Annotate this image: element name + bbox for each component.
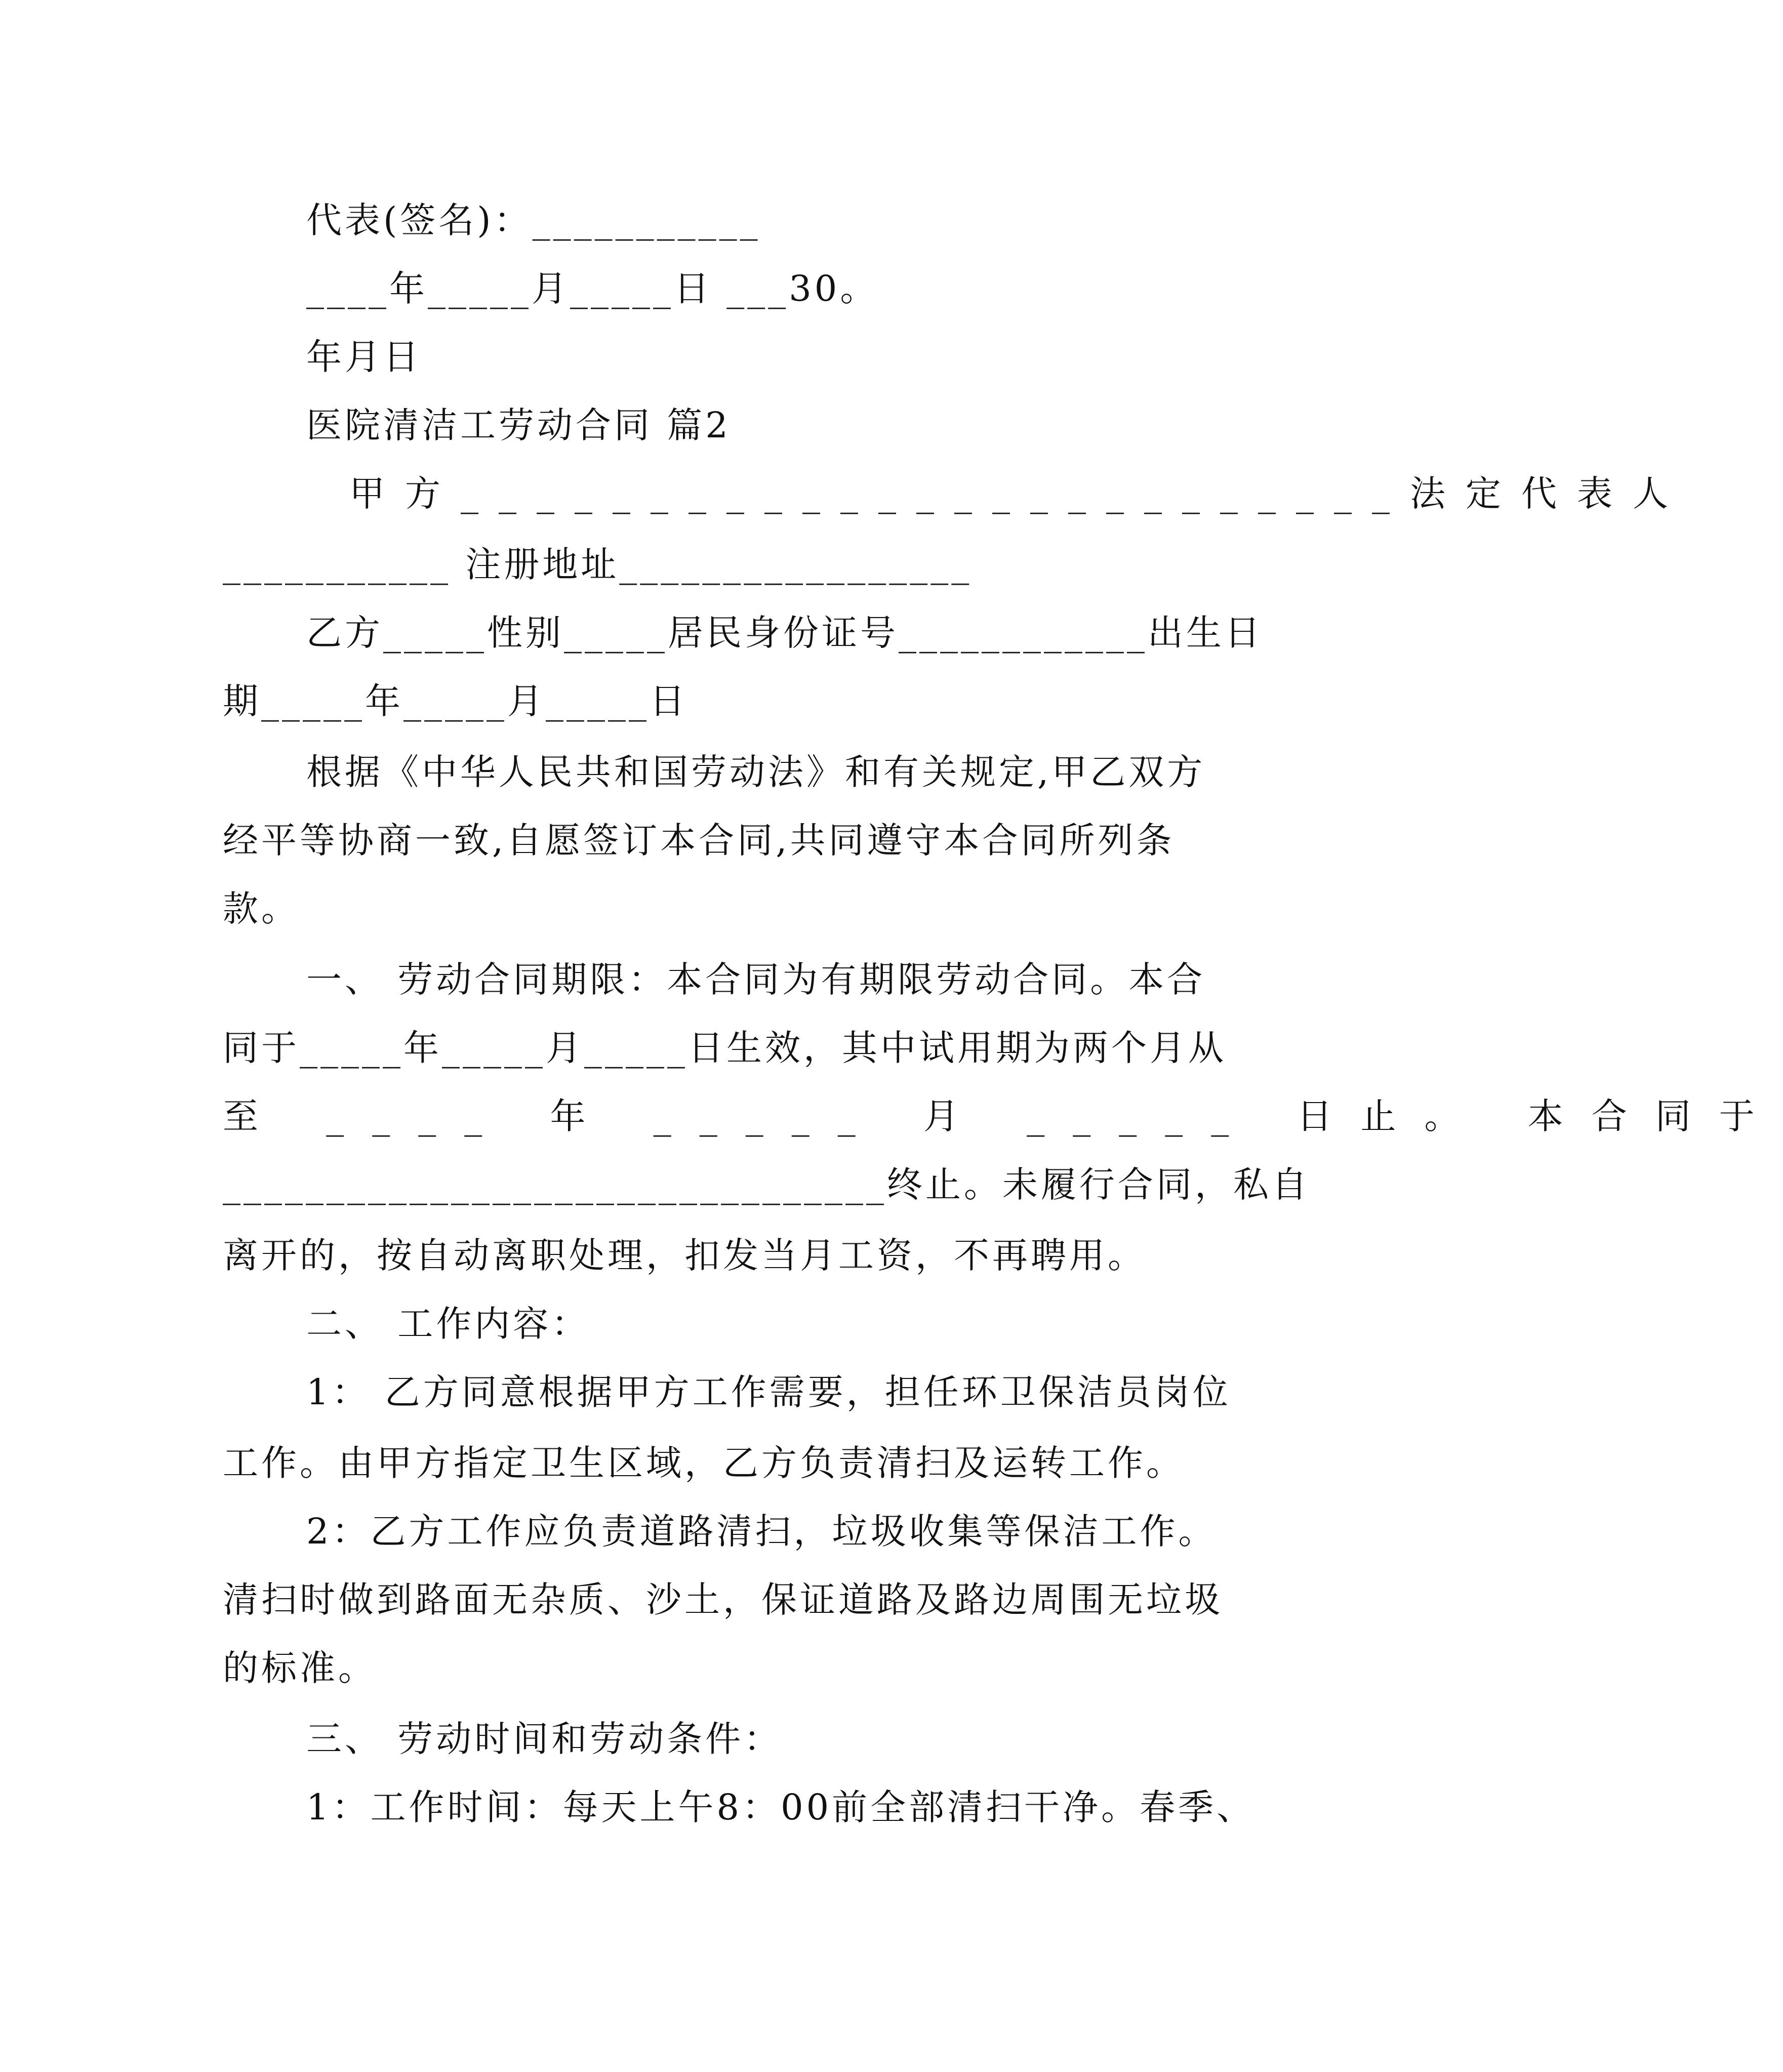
- paragraph-line: 1： 乙方同意根据甲方工作需要，担任环卫保洁员岗位: [306, 1371, 1231, 1413]
- party-b-line: 乙方_____性别_____居民身份证号____________出生日: [306, 612, 1263, 654]
- paragraph-line: 款。: [223, 888, 300, 929]
- paragraph-line: 根据《中华人民共和国劳动法》和有关规定,甲乙双方: [306, 751, 1206, 793]
- address-line: ___________ 注册地址_________________: [223, 544, 972, 585]
- birth-date-line: 期_____年_____月_____日: [223, 680, 688, 722]
- section-title: 医院清洁工劳动合同 篇2: [306, 404, 731, 446]
- paragraph-line: 工作。由甲方指定卫生区域，乙方负责清扫及运转工作。: [223, 1442, 1185, 1484]
- clause-heading: 三、 劳动时间和劳动条件：: [306, 1718, 783, 1760]
- paragraph-line: 离开的，按自动离职处理，扣发当月工资，不再聘用。: [223, 1235, 1146, 1276]
- party-a-line: 甲方_________________________法定代表人: [349, 473, 1688, 514]
- paragraph-line: 至 ____ 年 _____ 月 _____ 日止。 本合同于: [223, 1095, 1783, 1137]
- paragraph-line: 2：乙方工作应负责道路清扫，垃圾收集等保洁工作。: [306, 1511, 1217, 1552]
- paragraph-line: 1：工作时间：每天上午8：00前全部清扫干净。春季、: [306, 1786, 1255, 1828]
- paragraph-line: 清扫时做到路面无杂质、沙土，保证道路及路边周围无垃圾: [223, 1579, 1223, 1620]
- date-line: ____年_____月_____日 ___30。: [306, 268, 879, 309]
- clause-heading: 二、 工作内容：: [306, 1303, 590, 1345]
- paragraph-line: 同于_____年_____月_____日生效，其中试用期为两个月从: [223, 1027, 1227, 1069]
- date-line-short: 年月日: [306, 336, 422, 378]
- clause-heading: 一、 劳动合同期限：本合同为有期限劳动合同。本合: [306, 959, 1206, 1000]
- paragraph-line: ________________________________终止。未履行合同，私自: [223, 1164, 1310, 1205]
- signature-line: 代表(签名)：___________: [306, 199, 761, 241]
- paragraph-line: 的标准。: [223, 1647, 377, 1689]
- paragraph-line: 经平等协商一致,自愿签订本合同,共同遵守本合同所列条: [223, 820, 1175, 861]
